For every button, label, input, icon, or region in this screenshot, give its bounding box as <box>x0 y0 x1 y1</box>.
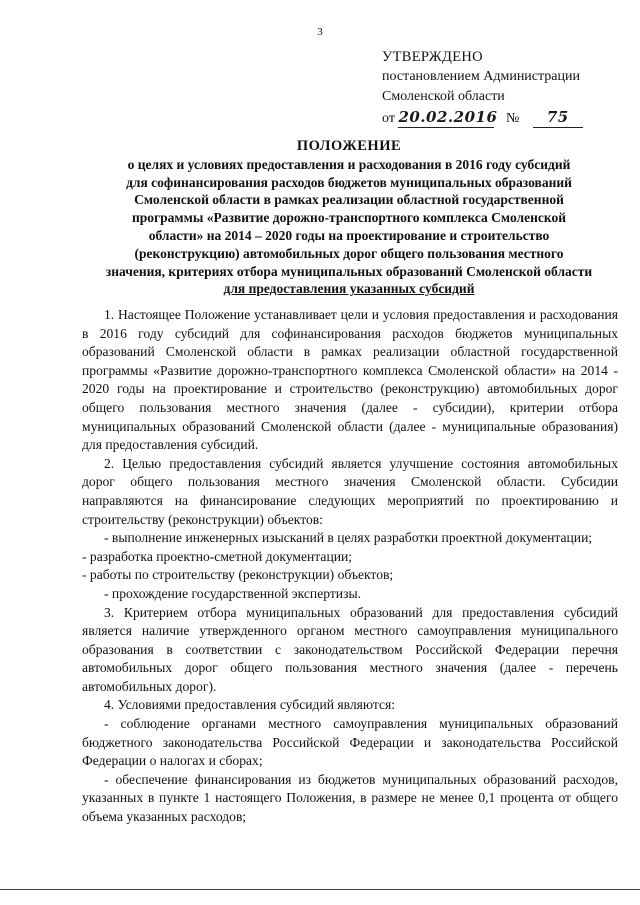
approval-issuer: постановлением Администрации <box>382 69 580 84</box>
title-line: области» на 2014 – 2020 годы на проектирование и строительство <box>148 227 550 243</box>
paragraph-2: 2. Целью предоставления субсидий является улучшение состояния автомобильных дорог общего пользования местного значения Смоленской области. Субсидии направляются на финансирование следующих мероприятий по проектированию и строительству (реконструкции) объектов: <box>82 455 618 527</box>
list-item: - соблюдение органами местного самоуправления муниципальных образований бюджетного законодательства Российской Федерации и законодательства Российской Федерации о налогах и сборах; <box>82 716 618 769</box>
approval-region: Смоленской области <box>382 89 505 104</box>
paragraph-3: 3. Критерием отбора муниципальных образований для предоставления субсидий является наличие утвержденного органом местного самоуправления муниципального образования в соответствии с законодательством Российской Федерации перечня автомобильных дорог общего пользования местного значения (далее - перечень автомобильных дорог). <box>82 604 618 694</box>
approval-date-row <box>382 107 622 129</box>
title-line: для софинансирования расходов бюджетов муниципальных образований <box>126 174 572 190</box>
document-title <box>84 138 614 298</box>
paragraph-1: 1. Настоящее Положение устанавливает цели и условия предоставления и расходования в 2016 году субсидий для софинансирования расходов бюджетов муниципальных образований Смоленской области в рамках реализации областной государственной программы «Развитие дорожно-транспортного комплекса Смоленской области» на 2014 - 2020 годы на проектирование и строительство (реконструкцию) автомобильных дорог общего пользования местного значения (далее - субсидии), критерии отбора муниципальных образований Смоленской области (далее - муниципальные образования) для предоставления субсидий. <box>82 307 618 453</box>
approval-title: УТВЕРЖДЕНО <box>382 49 483 65</box>
title-heading: ПОЛОЖЕНИЕ <box>296 138 402 154</box>
title-line: значения, критериях отбора муниципальных образований Смоленской области <box>105 263 593 279</box>
title-line: Смоленской области в рамках реализации областной государственной <box>134 192 564 208</box>
title-line: для предоставления указанных субсидий <box>223 281 475 297</box>
page-bottom-edge <box>0 889 640 890</box>
paragraph-4: 4. Условиями предоставления субсидий являются: <box>104 697 396 713</box>
list-item: - прохождение государственной экспертизы. <box>104 585 361 601</box>
title-line: о целях и условиях предоставления и расходования в 2016 году субсидий <box>127 156 571 172</box>
handwritten-date: 20.02.2016 <box>398 108 498 126</box>
title-line: программы «Развитие дорожно-транспортного комплекса Смоленской <box>132 210 566 226</box>
handwritten-number: 75 <box>533 107 583 128</box>
date-prefix: от <box>382 111 395 126</box>
list-item: - разработка проектно-сметной документации; <box>82 548 353 564</box>
approval-stamp <box>382 47 622 129</box>
document-body <box>82 306 618 827</box>
title-line: (реконструкцию) автомобильных дорог общего пользования местного <box>134 245 564 261</box>
list-item: - работы по строительству (реконструкции) объектов; <box>82 567 394 583</box>
list-item: - выполнение инженерных изысканий в целях разработки проектной документации; <box>104 530 593 546</box>
list-item: - обеспечение финансирования из бюджетов муниципальных образований расходов, указанных в пункте 1 настоящего Положения, в размере не менее 0,1 процента от общего объема указанных расходов; <box>82 771 618 825</box>
number-label: № <box>505 111 520 126</box>
page-number: 3 <box>317 26 323 38</box>
